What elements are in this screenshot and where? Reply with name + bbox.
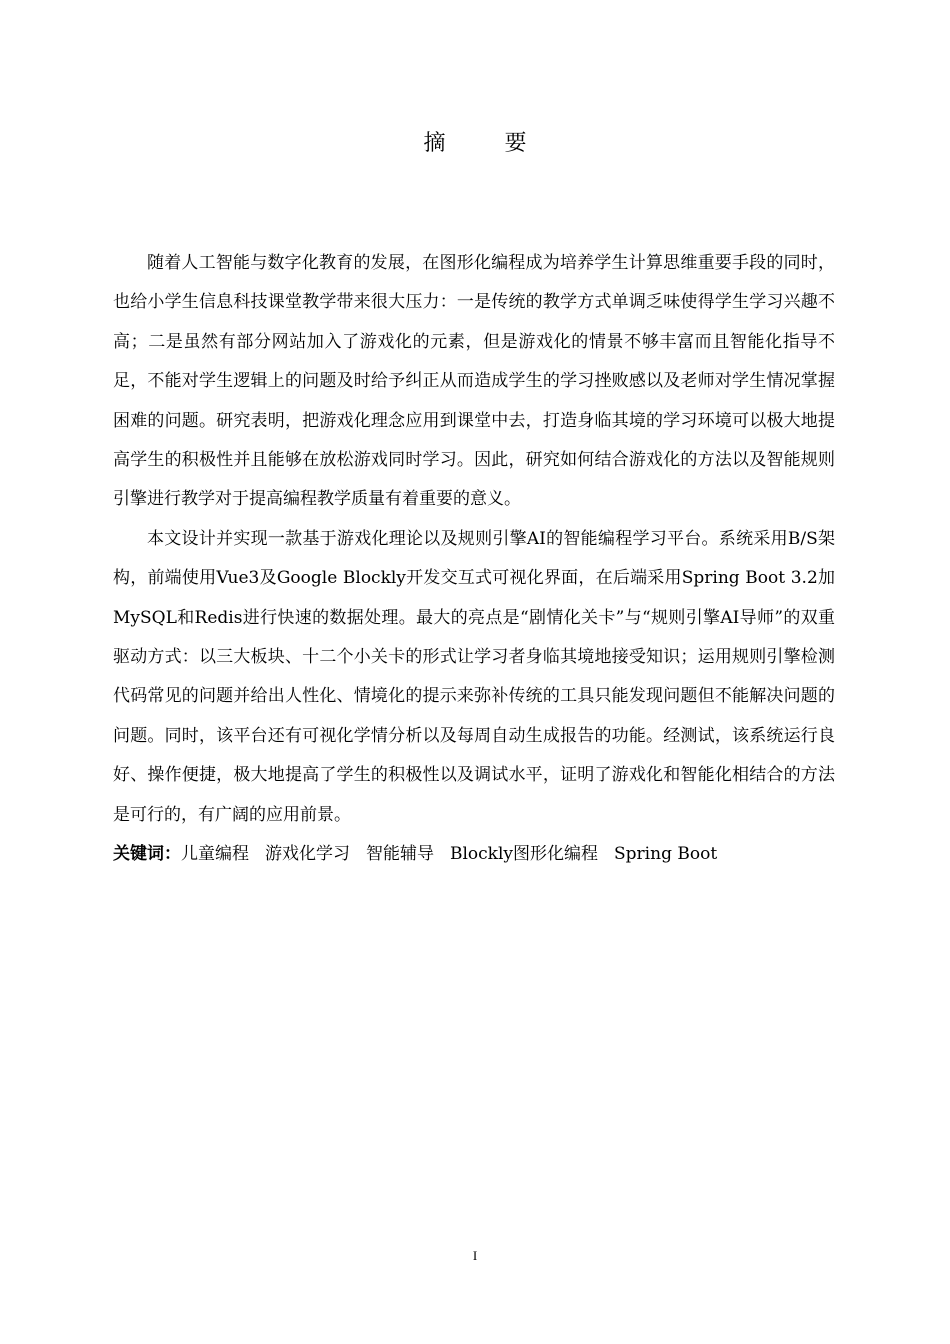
keywords-label: 关键词： [113,844,181,865]
abstract-body [113,244,835,869]
page-number: I [472,1248,478,1263]
keywords-line [113,839,835,869]
keyword-item: 游戏化学习 [265,844,350,865]
abstract-paragraph-2: 本文设计并实现一款基于游戏化理论以及规则引擎AI的智能编程学习平台。系统采用B/S架构，前端使用Vue3及Google Blockly开发交互式可视化界面，在后端采用Spring Boot 3.2加MySQL和Redis进行快速的数据处理。最大的亮点是“剧情化关卡”与“规则引擎AI导师”的双重驱动方式：以三大板块、十二个小关卡的形式让学习者身临其境地接受知识；运用规则引擎检测代码常见的问题并给出人性化、情境化的提示来弥补传统的工具只能发现问题但不能解决问题的问题。同时，该平台还有可视化学情分析以及每周自动生成报告的功能。经测试，该系统运行良好、操作便捷，极大地提高了学生的积极性以及调试水平，证明了游戏化和智能化相结合的方法是可行的，有广阔的应用前景。 [113,528,835,825]
keyword-item: Blockly图形化编程 [450,844,599,865]
abstract-paragraph-1: 随着人工智能与数字化教育的发展，在图形化编程成为培养学生计算思维重要手段的同时，也给小学生信息科技课堂教学带来很大压力：一是传统的教学方式单调乏味使得学生学习兴趣不高；二是虽然有部分网站加入了游戏化的元素，但是游戏化的情景不够丰富而且智能化指导不足，不能对学生逻辑上的问题及时给予纠正从而造成学生的学习挫败感以及老师对学生情况掌握困难的问题。研究表明，把游戏化理念应用到课堂中去，打造身临其境的学习环境可以极大地提高学生的积极性并且能够在放松游戏同时学习。因此，研究如何结合游戏化的方法以及智能规则引擎进行教学对于提高编程教学质量有着重要的意义。 [113,253,835,510]
page-title: 摘 要 [423,131,553,156]
keyword-item: Spring Boot [614,844,718,865]
keyword-item: 儿童编程 [181,844,249,865]
keyword-item: 智能辅导 [366,844,434,865]
